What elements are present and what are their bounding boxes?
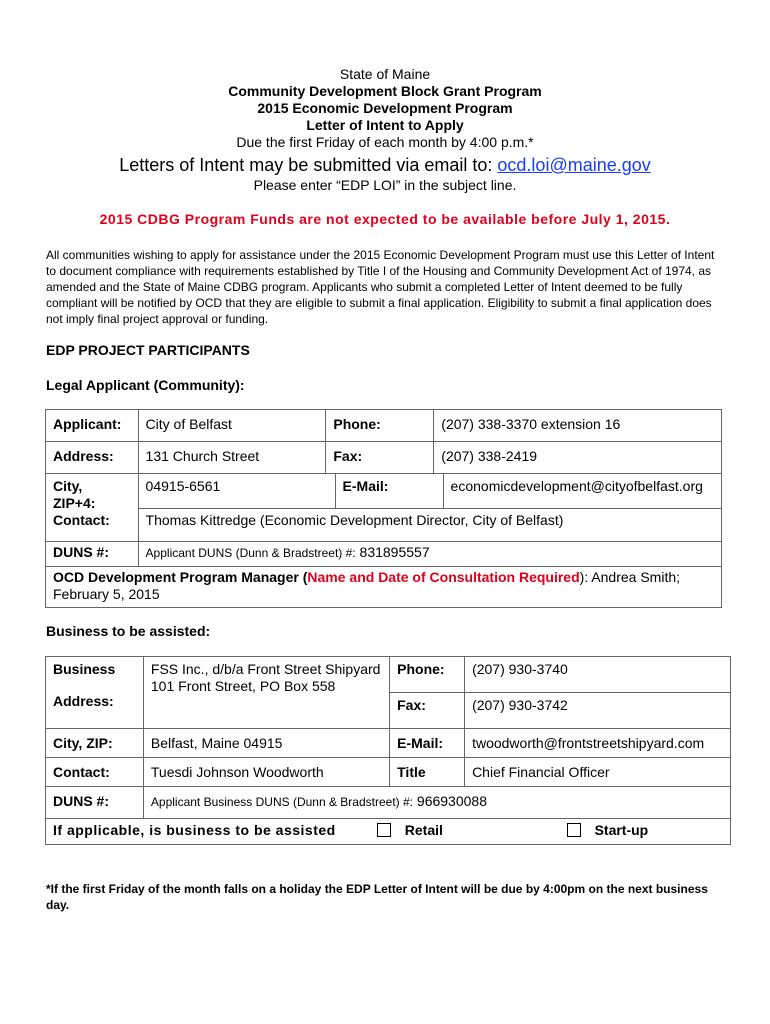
applicant-email-label: E-Mail: bbox=[336, 474, 444, 508]
state-title: State of Maine bbox=[339, 66, 431, 82]
program-manager-value[interactable]: ): Andrea Smith; February 5, 2015 bbox=[53, 569, 681, 602]
applicant-label: Applicant: bbox=[46, 410, 139, 442]
business-fax-label: Fax: bbox=[390, 692, 464, 714]
startup-checkbox[interactable] bbox=[567, 823, 581, 837]
edp-title: 2015 Economic Development Program bbox=[257, 100, 513, 116]
business-type-cell bbox=[46, 819, 731, 845]
business-phone-label: Phone: bbox=[397, 661, 445, 677]
applicant-duns-cell bbox=[138, 542, 721, 567]
applicable-label: If applicable, is business to be assisted bbox=[53, 822, 336, 838]
business-duns-prompt: Applicant Business DUNS (Dunn & Bradstreet) #: bbox=[150, 795, 414, 809]
applicant-duns-label: DUNS #: bbox=[46, 542, 139, 567]
startup-label: Start-up bbox=[594, 822, 649, 838]
applicant-phone-label: Phone: bbox=[326, 410, 434, 442]
business-fax-value[interactable]: (207) 930-3742 bbox=[465, 692, 730, 714]
business-phone-fax-labels bbox=[390, 657, 465, 729]
business-city-label: City, ZIP: bbox=[46, 729, 144, 758]
program-manager-required: Name and Date of Consultation Required bbox=[307, 569, 580, 585]
email-instruction bbox=[0, 154, 770, 176]
program-title: Community Development Block Grant Program bbox=[228, 83, 542, 99]
participants-heading: EDP PROJECT PARTICIPANTS bbox=[46, 342, 250, 358]
program-manager-cell bbox=[46, 567, 722, 608]
business-address-labels bbox=[46, 657, 144, 729]
business-heading: Business to be assisted: bbox=[46, 623, 211, 639]
applicant-duns-value[interactable]: 831895557 bbox=[359, 544, 430, 560]
applicant-city-value[interactable]: 04915-6561 bbox=[139, 474, 336, 508]
applicant-table bbox=[45, 409, 722, 608]
business-duns-cell bbox=[143, 787, 730, 819]
applicant-fax-label: Fax: bbox=[326, 442, 434, 474]
applicant-fax-value[interactable]: (207) 338-2419 bbox=[434, 442, 722, 474]
business-duns-value[interactable]: 966930088 bbox=[416, 793, 487, 809]
footnote: *If the first Friday of the month falls on a holiday the EDP Letter of Intent will be due by 4:00pm on the next business day. bbox=[46, 882, 708, 912]
business-email-label: E-Mail: bbox=[390, 729, 465, 758]
business-address-values bbox=[143, 657, 389, 729]
funding-notice: 2015 CDBG Program Funds are not expected to be available before July 1, 2015. bbox=[99, 211, 671, 227]
program-manager-label: OCD Development Program Manager ( bbox=[53, 569, 308, 585]
business-address-label: Address: bbox=[53, 693, 114, 709]
applicant-contact-label: Contact: bbox=[53, 512, 110, 528]
business-title-value[interactable]: Chief Financial Officer bbox=[465, 758, 731, 787]
business-phone-fax-values bbox=[465, 657, 731, 729]
business-table bbox=[45, 656, 731, 845]
business-phone-value[interactable]: (207) 930-3740 bbox=[472, 661, 568, 677]
due-text: Due the first Friday of each month by 4:00 p.m.* bbox=[236, 134, 534, 150]
business-contact-value[interactable]: Tuesdi Johnson Woodworth bbox=[143, 758, 389, 787]
email-link[interactable]: ocd.loi@maine.gov bbox=[497, 155, 651, 175]
business-city-value[interactable]: Belfast, Maine 04915 bbox=[143, 729, 389, 758]
applicant-value[interactable]: City of Belfast bbox=[138, 410, 326, 442]
applicant-city-contact-values bbox=[138, 474, 721, 542]
applicant-address-label: Address: bbox=[46, 442, 139, 474]
legal-applicant-heading: Legal Applicant (Community): bbox=[46, 377, 245, 393]
business-label: Business bbox=[53, 661, 116, 677]
business-value[interactable]: FSS Inc., d/b/a Front Street Shipyard bbox=[150, 661, 381, 677]
applicant-city-contact-labels bbox=[46, 474, 139, 542]
email-prefix: Letters of Intent may be submitted via email to: bbox=[119, 155, 498, 175]
retail-label: Retail bbox=[404, 822, 443, 838]
applicant-address-value[interactable]: 131 Church Street bbox=[138, 442, 326, 474]
intro-paragraph: All communities wishing to apply for assistance under the 2015 Economic Development Program must use this Letter of Intent to document compliance with requirements established by Title I of the Housing and Community Development Act of 1974, as amended and the State of Maine CDBG program. Applicants who submit a completed Letter of Intent deemed to be fully compliant will be notified by OCD that they are eligible to submit a final application. Eligibility to submit a final application does not imply final project approval or funding. bbox=[46, 248, 715, 326]
applicant-duns-prompt: Applicant DUNS (Dunn & Bradstreet) #: bbox=[145, 546, 356, 560]
retail-checkbox[interactable] bbox=[377, 823, 391, 837]
business-title-label: Title bbox=[390, 758, 465, 787]
business-contact-label: Contact: bbox=[46, 758, 144, 787]
applicant-phone-value[interactable]: (207) 338-3370 extension 16 bbox=[434, 410, 722, 442]
loi-title: Letter of Intent to Apply bbox=[306, 117, 464, 133]
applicant-email-value[interactable]: economicdevelopment@cityofbelfast.org bbox=[450, 478, 703, 494]
subject-instruction: Please enter “EDP LOI” in the subject line. bbox=[253, 177, 517, 193]
business-duns-label: DUNS #: bbox=[46, 787, 144, 819]
applicant-city-label: City, ZIP+4: bbox=[53, 478, 96, 511]
business-email-value[interactable]: twoodworth@frontstreetshipyard.com bbox=[465, 729, 731, 758]
applicant-contact-value[interactable]: Thomas Kittredge (Economic Development Director, City of Belfast) bbox=[139, 508, 721, 529]
business-address-value[interactable]: 101 Front Street, PO Box 558 bbox=[150, 678, 336, 694]
